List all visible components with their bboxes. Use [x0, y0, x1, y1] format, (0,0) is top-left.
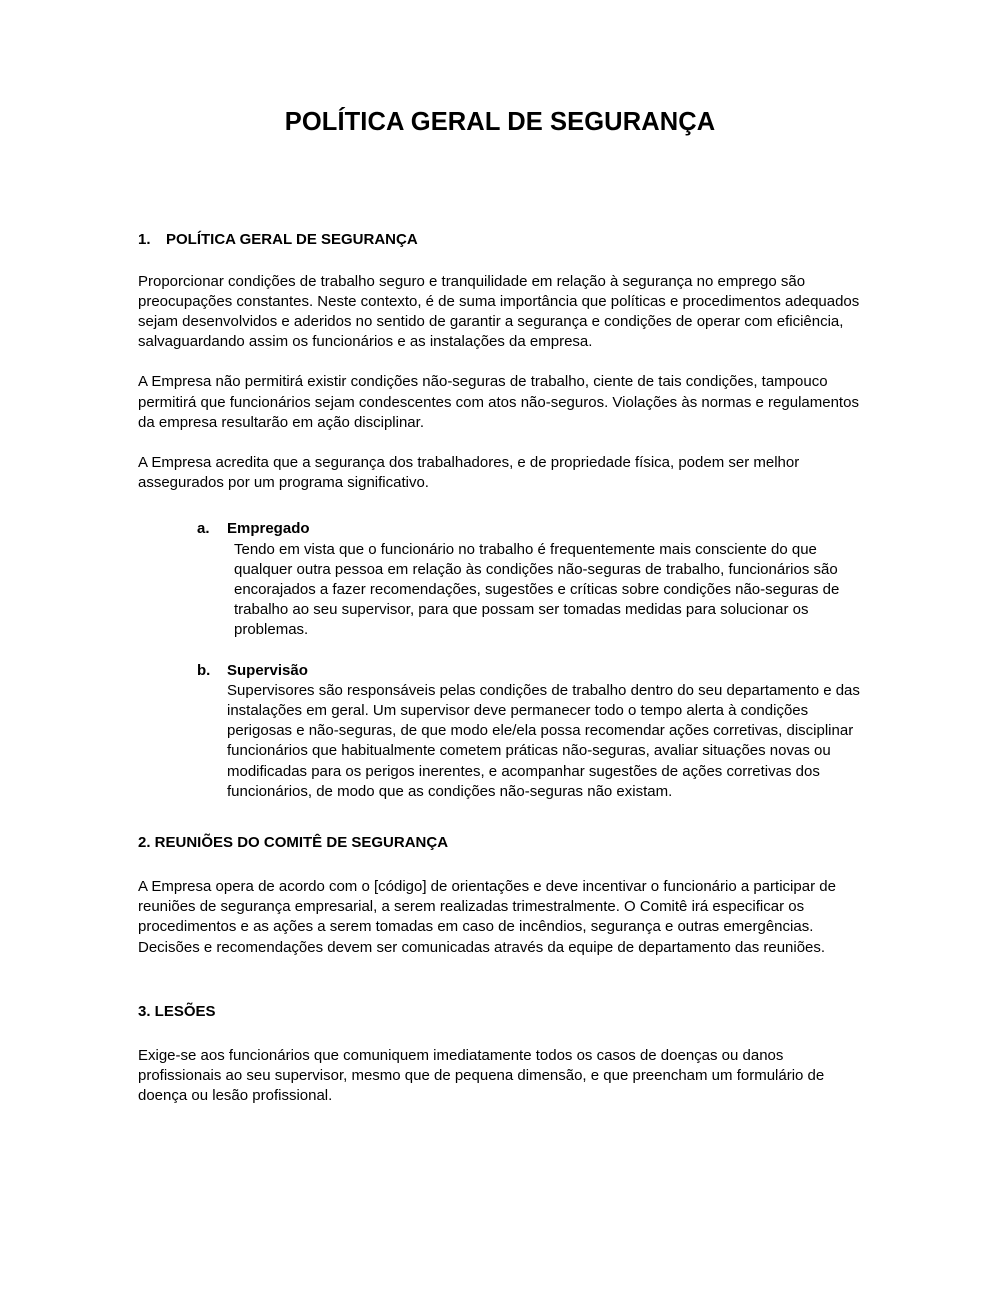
subitem-a — [197, 519, 862, 640]
subitem-b-marker: b. — [197, 661, 211, 679]
section-heading-3: 3. LESÕES — [138, 1002, 216, 1020]
section-2-paragraph-1: A Empresa opera de acordo com o [código] de orientações e deve incentivar o funcionário a participar de reuniões de segurança empresarial, a serem realizadas trimestralmente. O Comitê irá especificar os procedimentos e as ações a serem tomadas em caso de incêndios, segurança e outras emergências. Decisões e recomendações devem ser comunicadas através da equipe de departamento das reuniões. — [138, 878, 836, 956]
subitem-b-label: Supervisão — [227, 661, 308, 679]
section-1-heading-label: POLÍTICA GERAL DE SEGURANÇA — [166, 230, 418, 248]
page-title: POLÍTICA GERAL DE SEGURANÇA — [284, 108, 716, 136]
section-1-paragraph-3: A Empresa acredita que a segurança dos trabalhadores, e de propriedade física, podem ser melhor assegurados por um programa significativo. — [138, 454, 800, 492]
subitem-a-label: Empregado — [227, 520, 310, 538]
section-heading-1 — [138, 230, 862, 250]
section-heading-2: 2. REUNIÕES DO COMITÊ DE SEGURANÇA — [138, 834, 449, 852]
section-1-paragraph-1: Proporcionar condições de trabalho seguro e tranquilidade em relação à segurança no emprego são preocupações constantes. Neste contexto, é de suma importância que políticas e procedimentos adequados sejam desenvolvidos e aderidos no sentido de garantir a segurança e condições de operar com eficiência, salvaguardando assim os funcionários e as instalações da empresa. — [138, 272, 860, 351]
subitem-b-text: Supervisores são responsáveis pelas condições de trabalho dentro do seu departamento e das instalações em geral. Um supervisor deve permanecer todo o tempo alerta à condições perigosas e não-seguras, de que modo ele/ela possa recomendar ações corretivas, disciplinar funcionários que habitualmente cometem práticas não-seguras, avaliar situações novas ou modificadas para os perigos inerentes, e acompanhar sugestões de ações corretivas dos funcionários, de modo que as condições não-seguras não existam. — [227, 681, 860, 800]
section-3-paragraph-1: Exige-se aos funcionários que comuniquem imediatamente todos os casos de doenças ou danos profissionais ao seu supervisor, mesmo que de pequena dimensão, e que preencham um formulário de doença ou lesão profissional. — [138, 1046, 825, 1105]
document-body — [138, 0, 862, 1106]
subitem-b — [197, 661, 862, 802]
subitem-a-marker: a. — [197, 520, 210, 538]
section-1-paragraph-2: A Empresa não permitirá existir condições não-seguras de trabalho, ciente de tais condições, tampouco permitirá que funcionários sejam condescentes com atos não-seguros. Violações às normas e regulamentos da empresa resultarão em ação disciplinar. — [138, 373, 859, 431]
subitem-a-text: Tendo em vista que o funcionário no trabalho é frequentemente mais consciente do que qualquer outra pessoa em relação às condições não-seguras de trabalho, funcionários são encorajados a fazer recomendações, sugestões e críticas sobre condições não-seguras de trabalho ao seu supervisor, para que possam ser tomadas medidas para solucionar os problemas. — [234, 540, 840, 639]
section-1-marker: 1. — [138, 230, 151, 248]
